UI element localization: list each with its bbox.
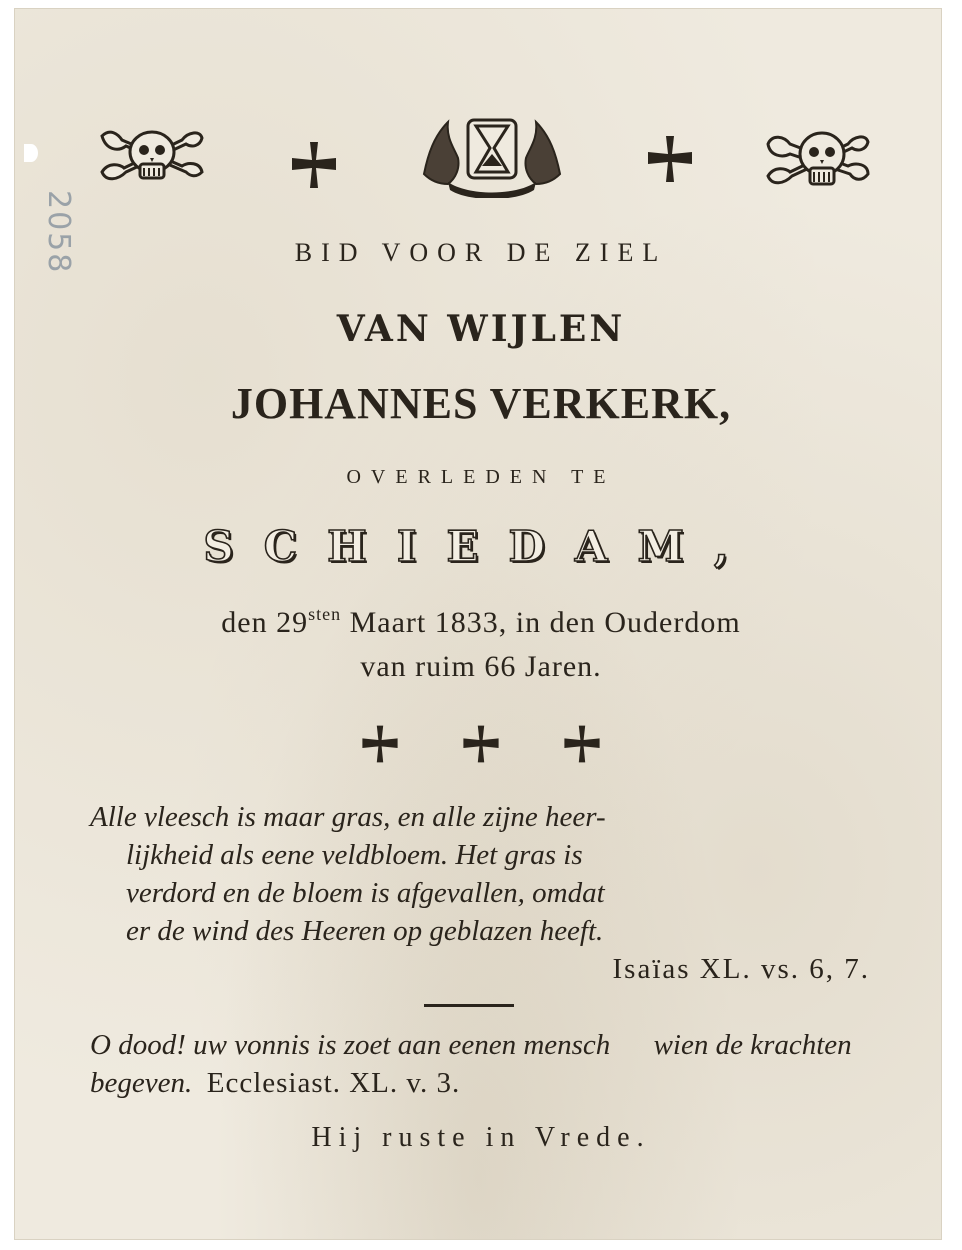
closing-line: Hij ruste in Vrede. <box>311 1122 651 1153</box>
deceased-name: JOHANNES VERKERK, <box>230 379 732 428</box>
verse-line: verdord en de bloem is afgevallen, omdat <box>126 877 605 909</box>
cross-pattee-icon <box>290 140 338 190</box>
pencil-inventory-number: 2058 <box>41 190 76 275</box>
verse-line: er de wind des Heeren op geblazen heeft. <box>126 915 604 947</box>
skull-and-bones-icon <box>762 124 874 190</box>
date-prefix: den 29 <box>221 606 309 639</box>
heading-line-2: VAN WIJLEN <box>336 308 626 350</box>
heading-line-1: BID VOOR DE ZIEL <box>294 238 668 267</box>
verse-reference: Ecclesiast. XL. v. 3. <box>206 1067 461 1099</box>
verse-ecclesiasticus <box>90 1026 870 1102</box>
date-suffix: Maart 1833, in den Ouderdom <box>341 606 741 639</box>
verse-isaiah <box>90 798 870 988</box>
hourglass-with-wings-icon <box>418 114 566 198</box>
date-line <box>0 604 962 640</box>
age-line: van ruim 66 Jaren. <box>360 650 602 683</box>
cross-pattee-icon <box>360 724 400 764</box>
place-of-death: SCHIEDAM, <box>203 522 759 571</box>
date-superscript: sten <box>308 604 342 624</box>
ornament-row <box>0 112 962 198</box>
heading-line-4: OVERLEDEN TE <box>346 466 616 488</box>
skull-and-bones-icon <box>96 122 208 184</box>
verse-line: Alle vleesch is maar gras, en alle zijne heer- <box>90 801 606 833</box>
cross-pattee-icon <box>646 134 694 184</box>
verse-line: lijkheid als eene veldbloem. Het gras is <box>126 839 583 871</box>
verse-line: O dood! uw vonnis is zoet aan eenen mensch <box>90 1029 611 1061</box>
divider-rule <box>424 1004 514 1007</box>
verse-line: wien de krachten begeven. <box>90 1029 852 1099</box>
cross-divider <box>0 724 962 768</box>
cross-pattee-icon <box>461 724 501 764</box>
cross-pattee-icon <box>562 724 602 764</box>
verse-reference: Isaïas XL. vs. 6, 7. <box>612 953 870 985</box>
